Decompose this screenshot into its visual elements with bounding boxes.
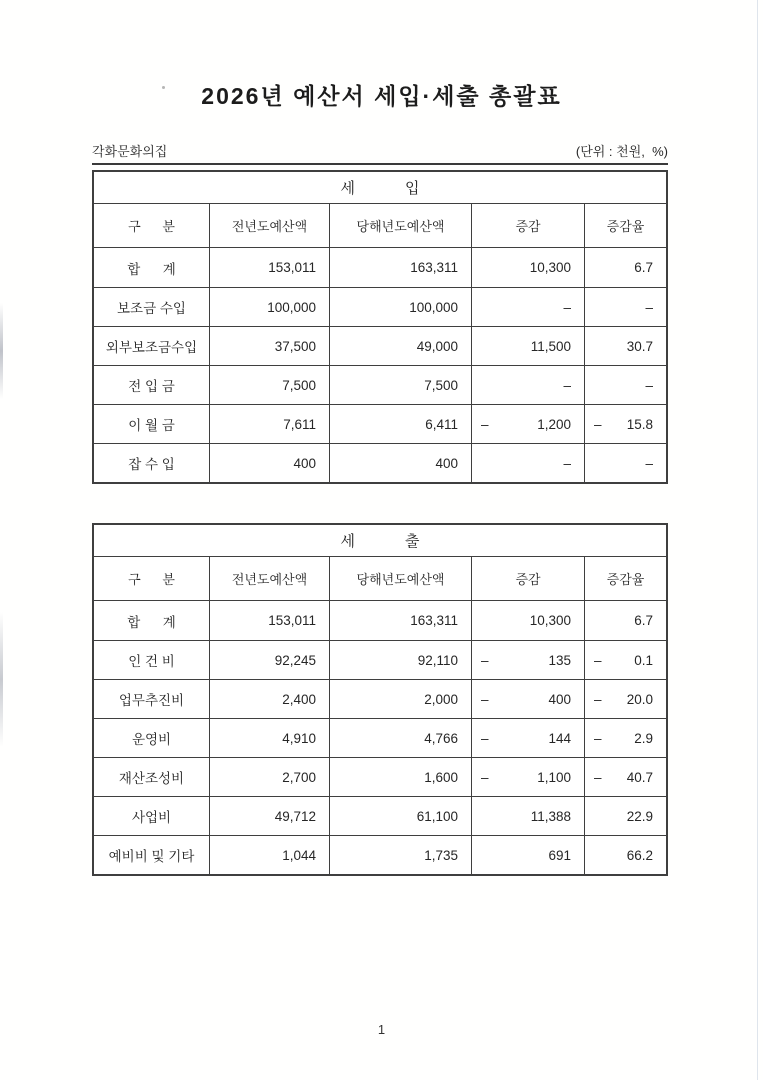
row-label: 보조금 수입	[117, 301, 186, 316]
change-amount-cell	[471, 248, 584, 287]
prev-year-amount: 2,400	[209, 680, 329, 718]
prev-year-amount: 153,011	[209, 248, 329, 287]
change-amount-cell	[471, 327, 584, 365]
table-row	[94, 835, 666, 874]
current-year-amount: 100,000	[329, 288, 471, 326]
table-header-row	[94, 204, 666, 248]
column-header: 증감율	[584, 204, 666, 247]
change-rate-cell	[584, 797, 666, 835]
minus-sign: –	[481, 416, 489, 432]
prev-year-amount: 100,000	[209, 288, 329, 326]
table-body	[94, 248, 666, 482]
change-amount: 400	[548, 691, 571, 707]
change-rate-cell	[584, 601, 666, 640]
table-row	[94, 326, 666, 365]
change-amount-cell	[471, 366, 584, 404]
column-header: 당해년도예산액	[329, 204, 471, 247]
row-label: 운영비	[131, 732, 172, 747]
table-row	[94, 443, 666, 482]
current-year-amount: 92,110	[329, 641, 471, 679]
prev-year-amount: 4,910	[209, 719, 329, 757]
scan-artifact-left	[0, 303, 3, 399]
row-label: 잡 수 입	[128, 457, 175, 472]
prev-year-amount: 7,500	[209, 366, 329, 404]
table-header-row	[94, 557, 666, 601]
change-amount: –	[563, 377, 571, 393]
minus-sign: –	[481, 730, 489, 746]
change-amount-cell	[471, 836, 584, 874]
change-amount: 135	[548, 652, 571, 668]
change-amount: 11,388	[530, 808, 571, 824]
minus-sign: –	[481, 691, 489, 707]
current-year-amount: 2,000	[329, 680, 471, 718]
current-year-amount: 7,500	[329, 366, 471, 404]
column-header: 증감	[471, 204, 584, 247]
minus-sign: –	[481, 652, 489, 668]
column-header: 전년도예산액	[209, 204, 329, 247]
current-year-amount: 163,311	[329, 248, 471, 287]
change-rate-cell	[584, 641, 666, 679]
change-amount: 10,300	[529, 260, 571, 275]
row-label: 인 건 비	[128, 654, 175, 669]
expenditure-table	[92, 523, 668, 876]
current-year-amount: 400	[329, 444, 471, 482]
change-amount: 1,200	[537, 416, 571, 432]
row-label: 업무추진비	[118, 693, 185, 708]
change-amount-cell	[471, 680, 584, 718]
column-header: 구 분	[128, 572, 175, 587]
table-row	[94, 287, 666, 326]
current-year-amount: 1,735	[329, 836, 471, 874]
change-rate-cell	[584, 288, 666, 326]
table-title: 세 출	[94, 525, 666, 557]
change-rate: 22.9	[626, 808, 653, 824]
table-row	[94, 640, 666, 679]
table-row	[94, 796, 666, 835]
prev-year-amount: 92,245	[209, 641, 329, 679]
change-rate: 30.7	[626, 338, 653, 354]
change-amount: 1,100	[537, 769, 571, 785]
current-year-amount: 4,766	[329, 719, 471, 757]
change-rate-cell	[584, 719, 666, 757]
change-amount-cell	[471, 719, 584, 757]
change-amount-cell	[471, 444, 584, 482]
page-title: 2026년 예산서 세입·세출 총괄표	[201, 83, 562, 109]
table-row	[94, 365, 666, 404]
column-header: 당해년도예산액	[329, 557, 471, 600]
current-year-amount: 49,000	[329, 327, 471, 365]
change-rate: 2.9	[634, 730, 653, 746]
current-year-amount: 163,311	[329, 601, 471, 640]
change-rate-cell	[584, 836, 666, 874]
change-amount: 691	[548, 847, 571, 863]
change-amount-cell	[471, 288, 584, 326]
change-amount-cell	[471, 641, 584, 679]
column-header: 증감	[471, 557, 584, 600]
change-rate: 0.1	[634, 652, 653, 668]
table-row	[94, 601, 666, 640]
change-rate: –	[645, 455, 653, 471]
change-rate-cell	[584, 444, 666, 482]
change-rate-cell	[584, 405, 666, 443]
change-amount: –	[563, 455, 571, 471]
change-amount-cell	[471, 797, 584, 835]
row-label: 합 계	[127, 614, 176, 630]
change-amount: 11,500	[530, 338, 571, 354]
change-rate: 20.0	[626, 691, 653, 707]
change-rate-cell	[584, 248, 666, 287]
current-year-amount: 1,600	[329, 758, 471, 796]
prev-year-amount: 400	[209, 444, 329, 482]
change-rate-cell	[584, 366, 666, 404]
change-amount-cell	[471, 405, 584, 443]
minus-sign: –	[481, 769, 489, 785]
prev-year-amount: 49,712	[209, 797, 329, 835]
change-rate: 6.7	[634, 613, 653, 628]
table-row	[94, 248, 666, 287]
row-label: 사업비	[131, 810, 172, 825]
change-amount: –	[563, 299, 571, 315]
row-label: 외부보조금수입	[105, 340, 198, 355]
prev-year-amount: 7,611	[209, 405, 329, 443]
row-label: 예비비 및 기타	[108, 849, 195, 864]
change-rate: 66.2	[626, 847, 653, 863]
meta-row	[92, 141, 668, 165]
current-year-amount: 61,100	[329, 797, 471, 835]
minus-sign: –	[594, 691, 602, 707]
row-label: 재산조성비	[118, 771, 185, 786]
unit-note: (단위 : 천원, %)	[575, 144, 668, 159]
org-name: 각화문화의집	[92, 144, 168, 159]
prev-year-amount: 2,700	[209, 758, 329, 796]
row-label: 이 월 금	[128, 418, 175, 433]
table-row	[94, 718, 666, 757]
table-row	[94, 404, 666, 443]
change-amount: 10,300	[529, 613, 571, 628]
table-title: 세 입	[94, 172, 666, 204]
change-amount: 144	[548, 730, 571, 746]
change-rate-cell	[584, 758, 666, 796]
minus-sign: –	[594, 730, 602, 746]
revenue-table	[92, 170, 668, 484]
scan-artifact-right-edge	[757, 0, 758, 1080]
prev-year-amount: 1,044	[209, 836, 329, 874]
change-amount-cell	[471, 758, 584, 796]
table-body	[94, 601, 666, 874]
row-label: 전 입 금	[128, 379, 175, 394]
change-rate-cell	[584, 327, 666, 365]
minus-sign: –	[594, 416, 602, 432]
change-rate-cell	[584, 680, 666, 718]
column-header: 구 분	[128, 219, 175, 234]
minus-sign: –	[594, 769, 602, 785]
table-row	[94, 757, 666, 796]
minus-sign: –	[594, 652, 602, 668]
current-year-amount: 6,411	[329, 405, 471, 443]
table-row	[94, 679, 666, 718]
column-header: 증감율	[584, 557, 666, 600]
change-amount-cell	[471, 601, 584, 640]
change-rate: 40.7	[626, 769, 653, 785]
scan-artifact-left	[0, 612, 3, 747]
change-rate: 15.8	[626, 416, 653, 432]
change-rate: –	[645, 299, 653, 315]
row-label: 합 계	[127, 261, 176, 277]
page-number: 1	[377, 1022, 386, 1037]
column-header: 전년도예산액	[209, 557, 329, 600]
prev-year-amount: 153,011	[209, 601, 329, 640]
change-rate: –	[645, 377, 653, 393]
prev-year-amount: 37,500	[209, 327, 329, 365]
change-rate: 6.7	[634, 260, 653, 275]
